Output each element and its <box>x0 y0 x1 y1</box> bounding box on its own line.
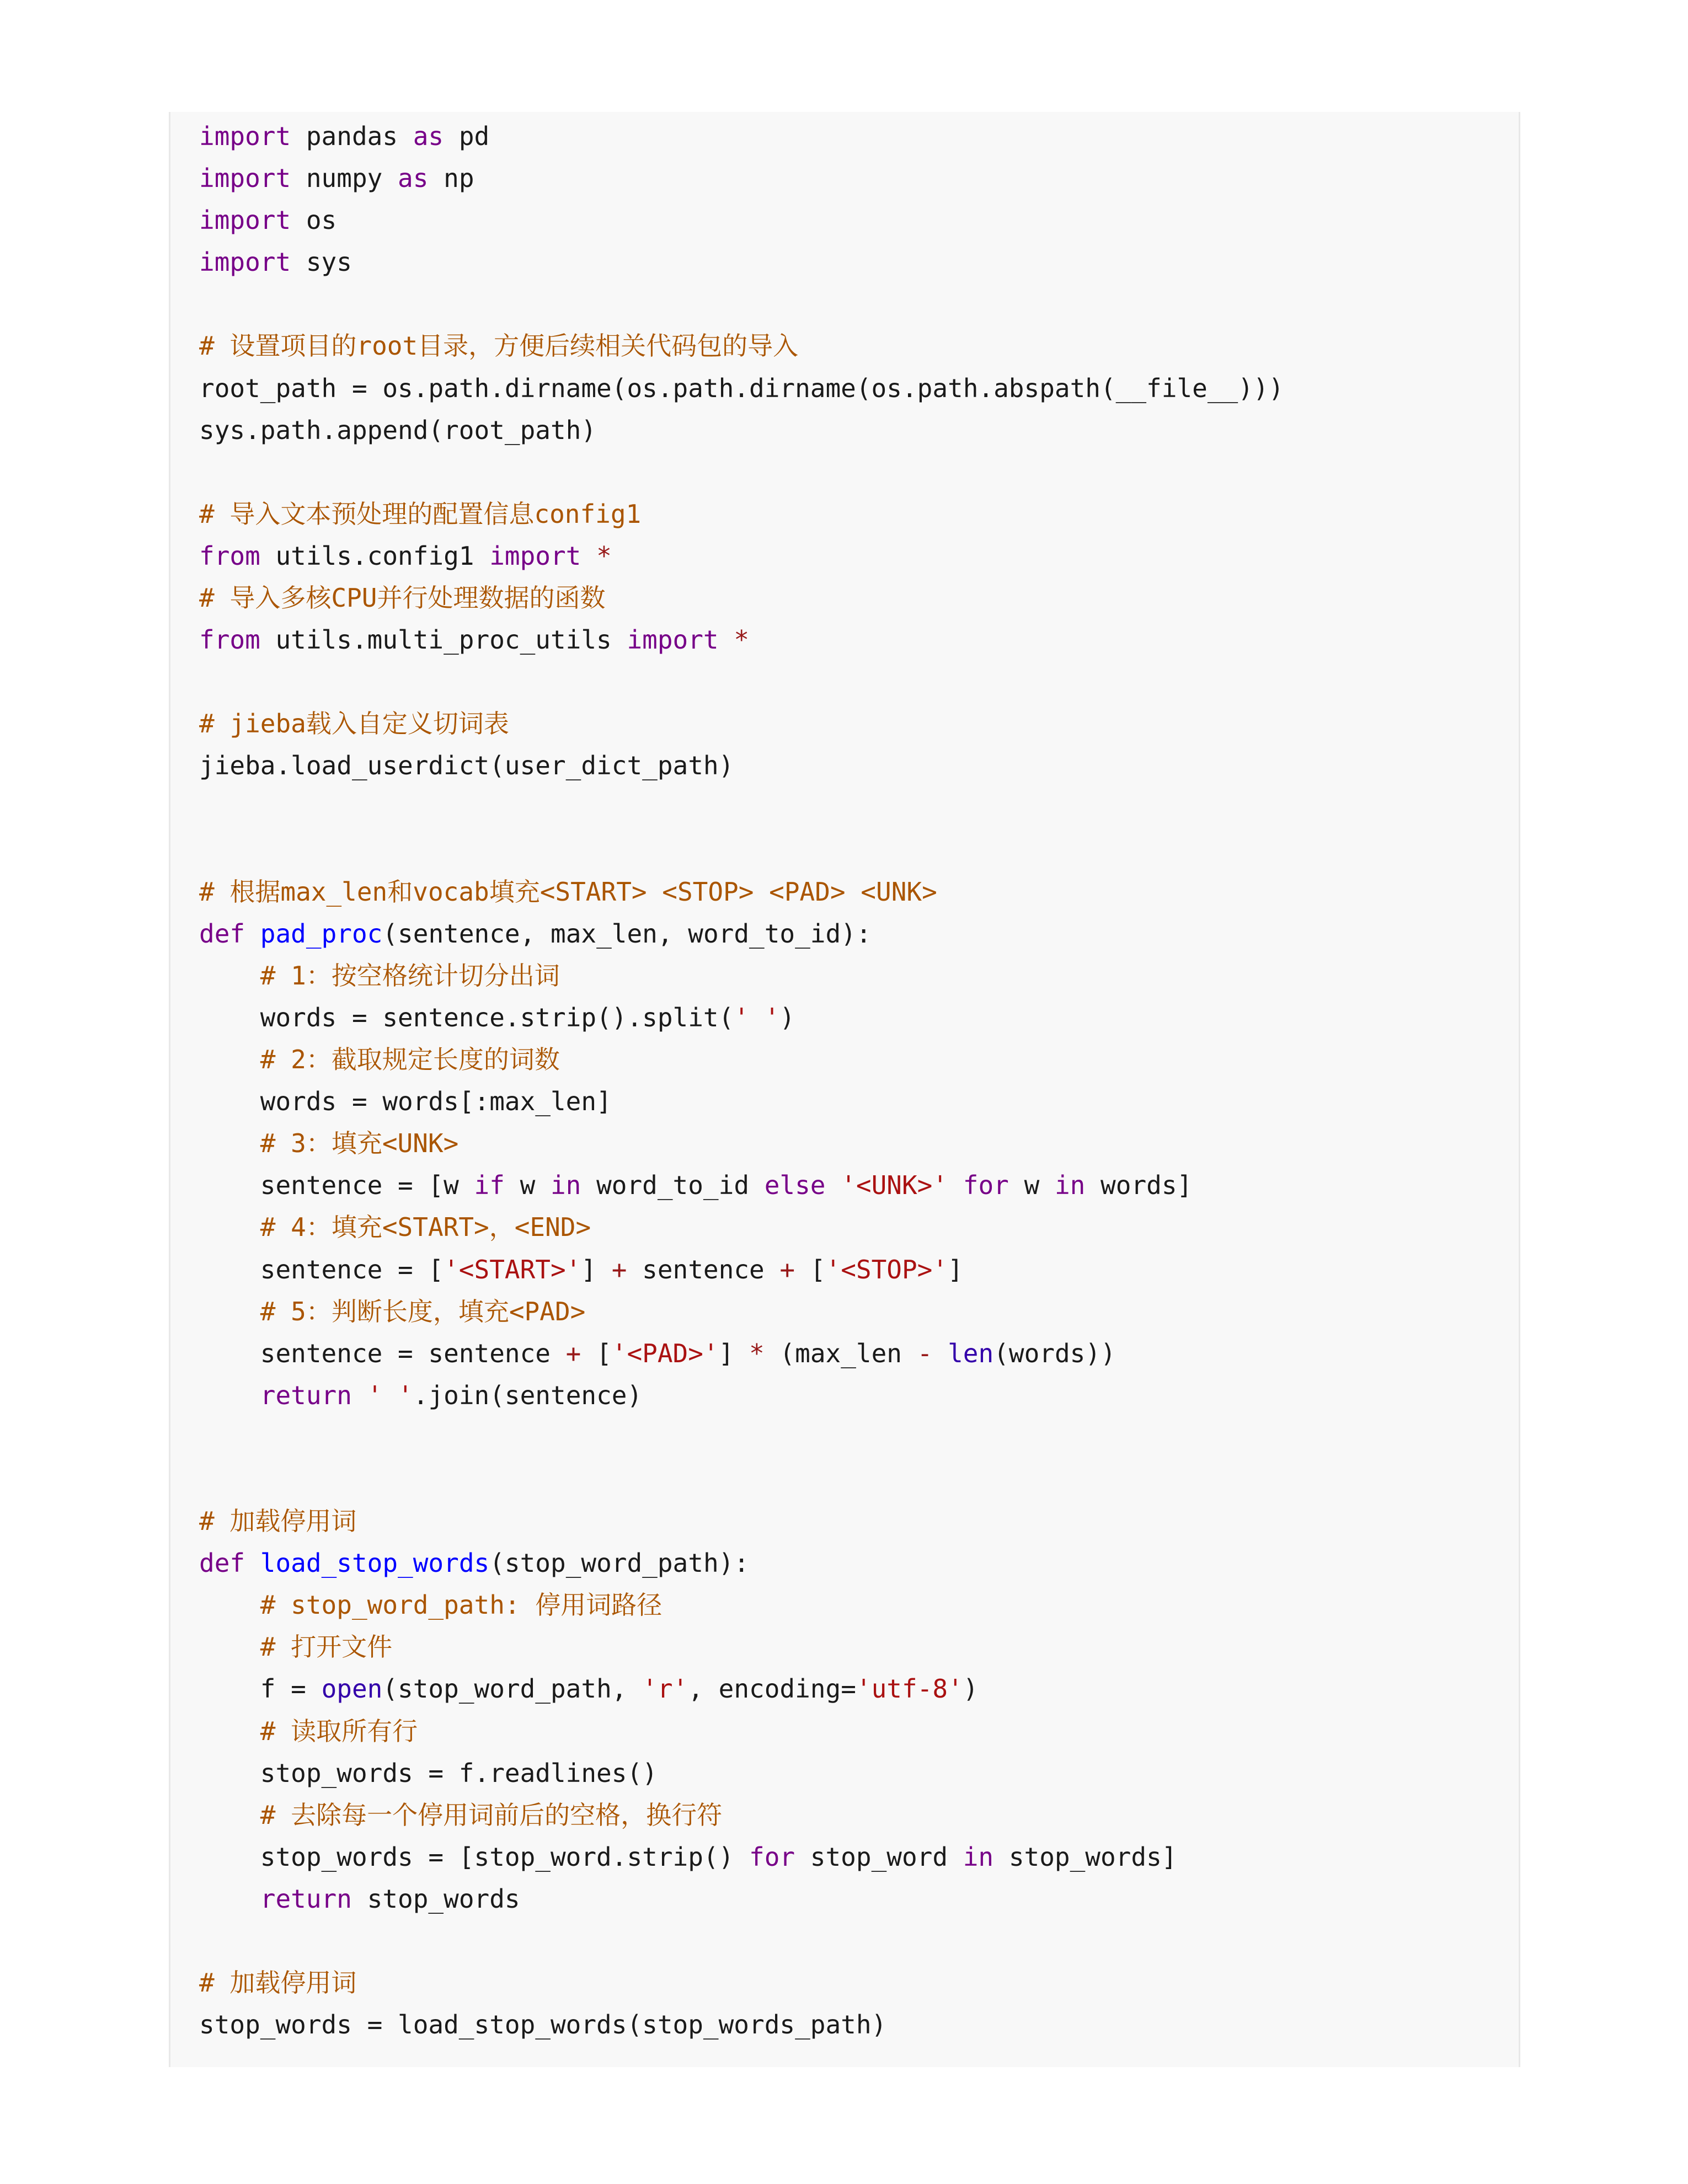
code-token: from <box>199 540 260 571</box>
code-token: (sentence, max_len, word_to_id): <box>382 918 872 949</box>
code-token: as <box>413 121 444 151</box>
code-token: len <box>948 1338 994 1368</box>
code-token: from <box>199 625 260 655</box>
code-token: pandas <box>291 121 413 151</box>
code-token: sys.path.append(root_path) <box>199 415 597 445</box>
code-token: '<PAD>' <box>611 1338 719 1368</box>
code-line <box>199 535 1284 577</box>
code-token <box>199 1716 260 1746</box>
code-token: # 导入多核CPU并行处理数据的函数 <box>199 583 606 613</box>
code-token: import <box>627 625 719 655</box>
code-token: + <box>565 1338 581 1368</box>
code-token: # stop_word_path: 停用词路径 <box>260 1590 663 1620</box>
code-token: open <box>321 1674 383 1704</box>
code-token: stop_words = f.readlines() <box>199 1758 658 1788</box>
code-line <box>199 451 1284 493</box>
code-token: # 5：判断长度，填充<PAD> <box>260 1296 586 1326</box>
code-line <box>199 2004 1284 2046</box>
code-line <box>199 1122 1284 1164</box>
code-token: for <box>749 1842 795 1872</box>
code-token: # 设置项目的root目录，方便后续相关代码包的导入 <box>199 331 799 361</box>
code-token: sentence <box>627 1254 780 1284</box>
code-token: .join(sentence) <box>413 1380 643 1410</box>
code-line <box>199 241 1284 283</box>
code-token: load_stop_words <box>260 1548 490 1578</box>
code-token: utils.multi_proc_utils <box>260 625 627 655</box>
code-token: in <box>963 1842 994 1872</box>
code-line <box>199 745 1284 786</box>
code-line <box>199 409 1284 451</box>
code-token: words = sentence.strip().split( <box>199 1002 734 1032</box>
code-token <box>199 1800 260 1830</box>
code-token <box>581 541 596 571</box>
code-token: * <box>749 1338 765 1368</box>
code-line <box>199 577 1284 619</box>
code-token: # 去除每一个停用词前后的空格，换行符 <box>260 1800 723 1830</box>
code-token: return <box>260 1883 352 1914</box>
code-listing <box>199 115 1284 2046</box>
code-token: w <box>1008 1170 1055 1201</box>
code-line <box>199 829 1284 871</box>
code-line <box>199 1500 1284 1542</box>
code-block <box>169 112 1520 2067</box>
code-token: words = words[:max_len] <box>199 1086 612 1117</box>
code-token <box>352 1380 367 1410</box>
code-token: '<UNK>' <box>841 1170 948 1201</box>
code-line <box>199 1249 1284 1291</box>
code-line <box>199 1962 1284 2004</box>
code-line <box>199 157 1284 199</box>
code-token <box>199 1128 260 1158</box>
code-line <box>199 1080 1284 1122</box>
code-token: word_to_id <box>581 1170 765 1201</box>
code-line <box>199 1710 1284 1752</box>
code-token: 'utf-8' <box>856 1674 963 1704</box>
code-token: '<START>' <box>444 1254 581 1284</box>
code-line <box>199 1542 1284 1584</box>
code-token: w <box>504 1170 551 1201</box>
code-line <box>199 1836 1284 1878</box>
code-token: # 3：填充<UNK> <box>260 1128 459 1159</box>
code-token: ) <box>779 1002 795 1032</box>
code-token: sentence = sentence <box>199 1338 566 1368</box>
code-line <box>199 1206 1284 1248</box>
code-token: stop_words = load_stop_words(stop_words_path) <box>199 2010 887 2040</box>
code-token: ) <box>963 1674 979 1704</box>
code-token: * <box>596 540 612 571</box>
code-token: pd <box>444 121 490 151</box>
code-token: ] <box>718 1338 750 1368</box>
code-token: (stop_word_path): <box>489 1548 750 1578</box>
code-token: [ <box>581 1338 612 1368</box>
code-line <box>199 1794 1284 1836</box>
code-token: # 读取所有行 <box>260 1716 418 1746</box>
code-token: in <box>1054 1170 1086 1201</box>
code-token: sys <box>291 247 352 277</box>
code-token: utils.config1 <box>260 540 490 571</box>
code-token: if <box>474 1170 505 1201</box>
code-token: ' ' <box>367 1380 413 1410</box>
code-token: f = <box>199 1674 322 1704</box>
code-token <box>932 1339 948 1368</box>
code-token: stop_words <box>351 1883 520 1914</box>
code-line <box>199 619 1284 661</box>
code-line <box>199 283 1284 325</box>
code-token: import <box>489 540 581 571</box>
code-token: sentence = [w <box>199 1170 474 1201</box>
code-token: for <box>963 1170 1009 1201</box>
code-token: + <box>611 1254 627 1284</box>
code-token <box>719 625 734 655</box>
code-token <box>245 919 260 949</box>
code-token: # 4：填充<START>，<END> <box>260 1212 591 1243</box>
code-token: return <box>260 1380 352 1410</box>
code-line <box>199 1920 1284 1962</box>
code-token: numpy <box>291 163 398 194</box>
code-token <box>199 1380 260 1410</box>
code-line <box>199 1626 1284 1668</box>
code-token <box>199 1590 260 1620</box>
code-token: - <box>917 1338 933 1368</box>
code-token: def <box>199 918 245 949</box>
code-token: '<STOP>' <box>825 1254 948 1284</box>
code-line <box>199 325 1284 367</box>
code-line <box>199 1878 1284 1920</box>
code-line <box>199 787 1284 829</box>
code-line <box>199 703 1284 745</box>
code-token: ] <box>948 1254 963 1284</box>
code-line <box>199 997 1284 1039</box>
code-token: in <box>550 1170 581 1201</box>
code-line <box>199 367 1284 409</box>
code-token: # 导入文本预处理的配置信息config1 <box>199 499 642 529</box>
code-token: jieba.load_userdict(user_dict_path) <box>199 751 734 781</box>
code-token: import <box>199 247 291 277</box>
code-token: # 1：按空格统计切分出词 <box>260 960 560 991</box>
code-token: stop_words] <box>993 1842 1177 1872</box>
code-line <box>199 1164 1284 1206</box>
code-token: else <box>764 1170 826 1201</box>
code-token: os <box>291 205 337 235</box>
code-token: 'r' <box>642 1674 688 1704</box>
code-line <box>199 1332 1284 1374</box>
code-token <box>199 961 260 991</box>
code-line <box>199 1668 1284 1710</box>
code-line <box>199 661 1284 703</box>
code-token: # jieba载入自定义切词表 <box>199 709 509 739</box>
code-token <box>245 1548 260 1578</box>
code-line <box>199 1752 1284 1794</box>
code-line <box>199 955 1284 997</box>
code-token: [ <box>795 1254 826 1284</box>
code-token: def <box>199 1548 245 1578</box>
code-token: + <box>779 1254 795 1284</box>
code-token: # 2：截取规定长度的词数 <box>260 1045 560 1075</box>
code-token: ] <box>581 1254 612 1284</box>
code-token: # 根据max_len和vocab填充<START> <STOP> <PAD> <UNK> <box>199 876 937 907</box>
code-token: # 加载停用词 <box>199 1506 357 1537</box>
code-token: root_path = os.path.dirname(os.path.dirname(os.path.abspath(__file__))) <box>199 373 1284 403</box>
code-line <box>199 1039 1284 1080</box>
code-token <box>826 1170 841 1200</box>
code-token: stop_words = [stop_word.strip() <box>199 1842 749 1872</box>
code-token: * <box>734 625 750 655</box>
code-token: import <box>199 205 291 235</box>
code-line <box>199 1291 1284 1332</box>
code-token: pad_proc <box>260 918 383 949</box>
code-token: np <box>428 163 474 194</box>
code-token: as <box>398 163 429 194</box>
code-token: ' ' <box>734 1002 780 1032</box>
code-line <box>199 913 1284 955</box>
code-line <box>199 1458 1284 1500</box>
code-line <box>199 493 1284 535</box>
code-token <box>199 1884 260 1914</box>
code-line <box>199 1584 1284 1626</box>
code-token: (max_len <box>764 1338 917 1368</box>
code-token: import <box>199 163 291 194</box>
code-token: sentence = [ <box>199 1254 444 1284</box>
code-token: words] <box>1085 1170 1193 1201</box>
code-token <box>199 1045 260 1074</box>
code-token: # 打开文件 <box>260 1632 393 1662</box>
code-token: (stop_word_path, <box>382 1674 643 1704</box>
code-line <box>199 115 1284 157</box>
code-line <box>199 199 1284 241</box>
code-token <box>199 1632 260 1662</box>
code-token: stop_word <box>795 1842 963 1872</box>
code-line <box>199 1374 1284 1416</box>
code-token: (words)) <box>993 1338 1116 1368</box>
code-line <box>199 1416 1284 1458</box>
code-token <box>948 1170 963 1200</box>
code-line <box>199 871 1284 913</box>
code-token: import <box>199 121 291 151</box>
code-token <box>199 1212 260 1242</box>
code-token: , encoding= <box>688 1674 856 1704</box>
code-token <box>199 1297 260 1326</box>
code-token: # 加载停用词 <box>199 1968 357 1998</box>
